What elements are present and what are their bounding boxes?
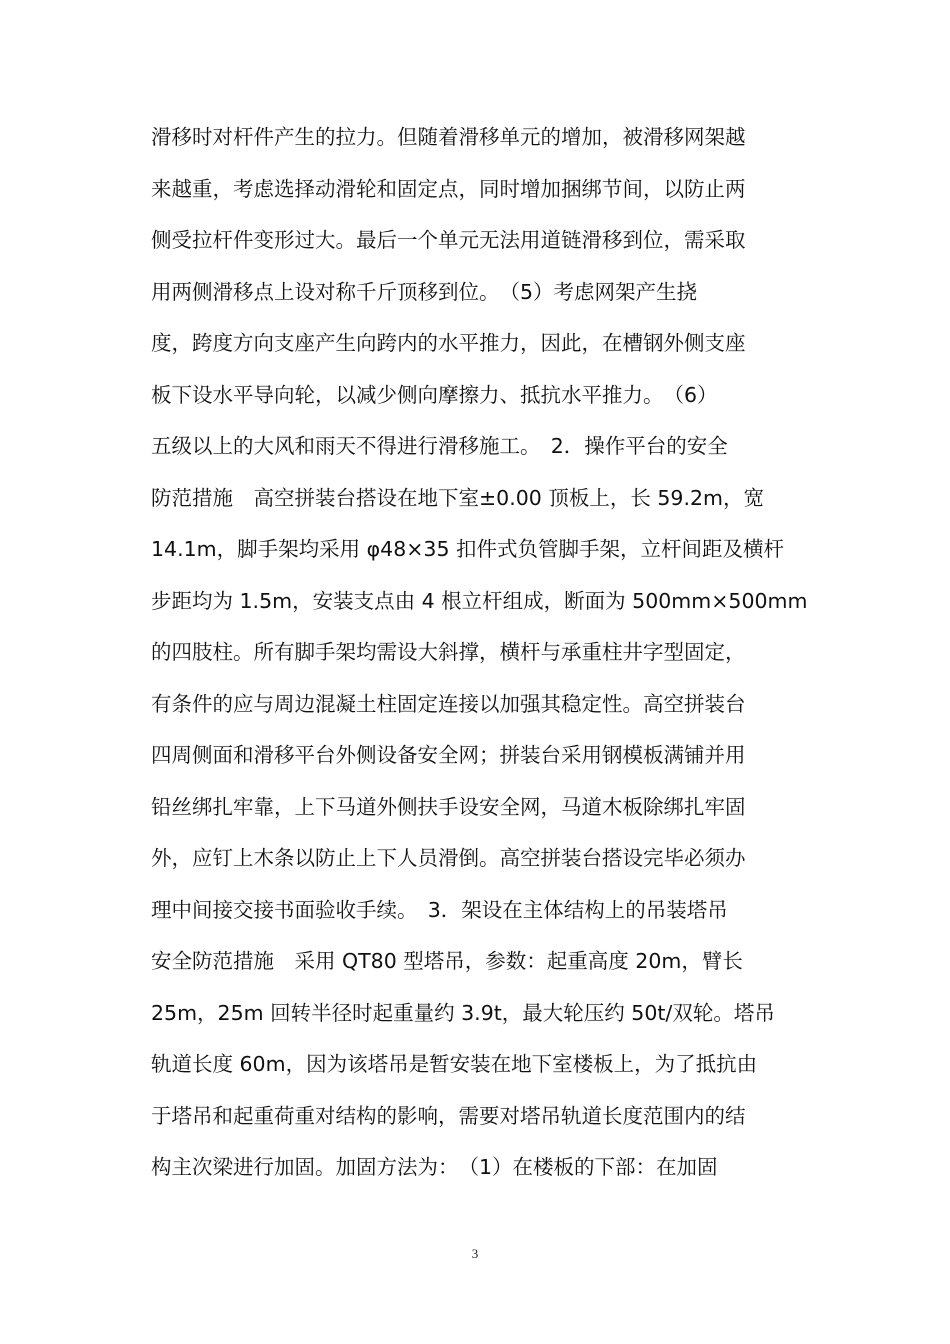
text-line: 构主次梁进行加固。加固方法为： （1）在楼板的下部：在加固: [151, 1155, 718, 1179]
text-line: 25m，25m 回转半径时起重量约 3.9t，最大轮压约 50t/双轮。塔吊: [151, 1000, 775, 1025]
text-line: 板下设水平导向轮，以减少侧向摩擦力、抵抗水平推力。 （6）: [151, 382, 718, 407]
text-line: 铅丝绑扎牢靠，上下马道外侧扶手设安全网，马道木板除绑扎牢固: [151, 794, 746, 819]
text-line: 滑移时对杆件产生的拉力。但随着滑移单元的增加，被滑移网架越: [151, 125, 746, 149]
text-line: 防范措施 高空拼装台搭设在地下室±0.00 顶板上，长 59.2m，宽: [151, 485, 764, 510]
text-line: 有条件的应与周边混凝土柱固定连接以加强其稳定性。高空拼装台: [151, 691, 746, 716]
text-line: 侧受拉杆件变形过大。最后一个单元无法用道链滑移到位，需采取: [151, 228, 746, 252]
text-line: 于塔吊和起重荷重对结构的影响，需要对塔吊轨道长度范围内的结: [151, 1103, 746, 1128]
text-line: 用两侧滑移点上设对称千斤顶移到位。 （5）考虑网架产生挠: [151, 279, 698, 304]
text-line: 的四肢柱。所有脚手架均需设大斜撑，横杆与承重柱井字型固定，: [151, 640, 746, 664]
body-text: [151, 112, 811, 1194]
text-line: 度，跨度方向支座产生向跨内的水平推力，因此，在槽钢外侧支座: [151, 331, 746, 355]
text-line: 轨道长度 60m，因为该塔吊是暂安装在地下室楼板上，为了抵抗由: [151, 1052, 758, 1076]
text-line: 安全防范措施 采用 QT80 型塔吊，参数：起重高度 20m，臂长: [151, 949, 743, 973]
page-number: 3: [471, 1246, 479, 1261]
text-line: 14.1m，脚手架均采用 φ48×35 扣件式负管脚手架，立杆间距及横杆: [151, 537, 785, 561]
text-line: 来越重，考虑选择动滑轮和固定点，同时增加捆绑节间，以防止两: [151, 176, 746, 201]
text-line: 步距均为 1.5m，安装支点由 4 根立杆组成，断面为 500mm×500mm: [151, 588, 808, 613]
text-line: 五级以上的大风和雨天不得进行滑移施工。 2．操作平台的安全: [151, 434, 728, 458]
text-line: 四周侧面和滑移平台外侧设备安全网；拼装台采用钢模板满铺并用: [151, 743, 746, 767]
text-line: 外，应钉上木条以防止上下人员滑倒。高空拼装台搭设完毕必须办: [151, 846, 746, 870]
text-line: 理中间接交接书面验收手续。 3．架设在主体结构上的吊装塔吊: [151, 897, 728, 922]
